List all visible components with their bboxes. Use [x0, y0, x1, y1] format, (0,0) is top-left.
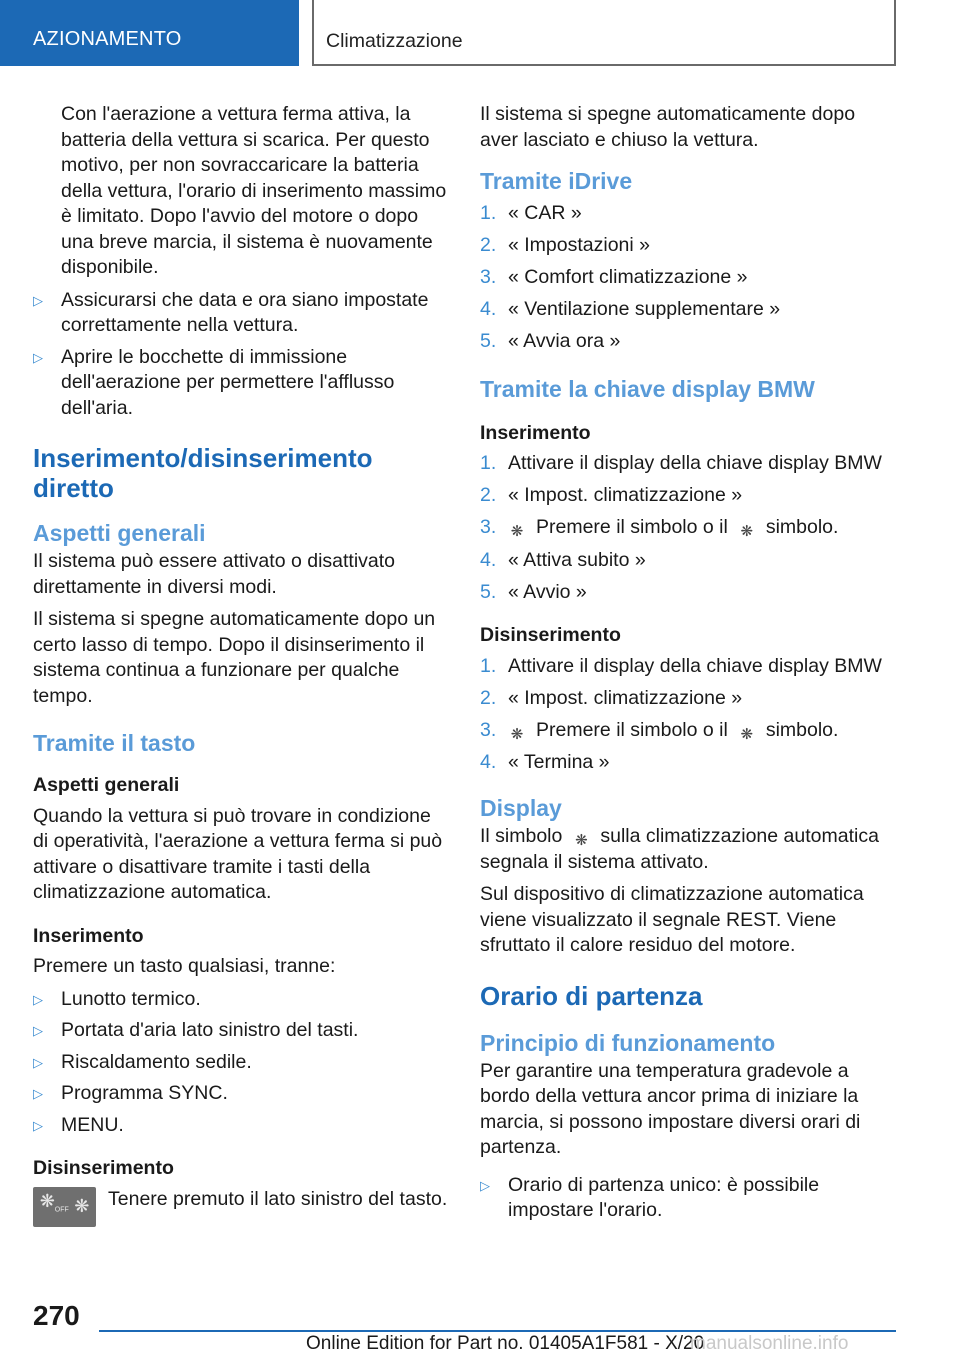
display-paragraph-1: Il simbolo ❋ sulla climatizzazione automatica segnala il sistema attivato. [480, 824, 879, 873]
list-item: 4. « Termina » [480, 751, 610, 773]
heading-direct: Inserimento/disinserimento diretto [33, 443, 373, 503]
general-paragraph-2: Il sistema si spegne automaticamente dopo un certo lasso di tempo. Dopo il disinserimento il sistema continua a funzionare per qualche tempo. [33, 608, 436, 707]
page-number: 270 [33, 1300, 80, 1331]
off-instruction [33, 1187, 448, 1227]
list-item: 5. « Avvia ora » [480, 330, 621, 352]
fan-off-icon: $❋_{OFF}$ [39, 1191, 69, 1215]
fan-icon: ❋ [510, 725, 524, 743]
list-item: ▷ Portata d'aria lato sinistro del tasti. [33, 1018, 448, 1044]
button-paragraph: Quando la vettura si può trovare in condizione di operatività, l'aerazione a vettura ferma si può attivare o disattivare tramite i tasti della climatizzazione automatica. [33, 804, 443, 903]
heading-off: Disinserimento [480, 624, 621, 646]
fan-icon: ❋ [575, 831, 588, 849]
list-item: 1. Attivare il display della chiave display BMW [480, 654, 882, 677]
list-item: 3. « Comfort climatizzazione » [480, 266, 748, 288]
heading-off: Disinserimento [33, 1157, 174, 1179]
list-item: 3. ❋ Premere il simbolo o il ❋ simbolo. [480, 718, 839, 743]
list-item: ▷ Riscaldamento sedile. [33, 1050, 448, 1076]
chapter-title: Climatizzazione [326, 30, 463, 52]
list-item: 2. « Impost. climatizzazione » [480, 484, 743, 506]
list-item: ▷ Assicurarsi che data e ora siano impostate correttamente nella vettura. [33, 288, 448, 339]
footer-edition: Online Edition for Part no. 01405A1F581 - X/20 [306, 1333, 705, 1354]
list-item: 3. ❋ Premere il simbolo o il ❋ simbolo. [480, 516, 839, 540]
list-item: 1. Attivare il display della chiave display BMW [480, 452, 882, 474]
footer-watermark: manualsonline.info [690, 1333, 849, 1354]
heading-general: Aspetti generali [33, 520, 206, 546]
fan-button-image [33, 1187, 96, 1227]
heading-on: Inserimento [480, 421, 591, 444]
list-item: ▷ Aprire le bocchette di immissione dell'aerazione per permettere l'afflusso dell'aria. [33, 345, 448, 422]
page-header [0, 0, 960, 68]
heading-general-2: Aspetti generali [33, 774, 180, 796]
left-column [33, 102, 448, 1227]
display-paragraph-2: Sul dispositivo di climatizzazione automatica viene visualizzato il segnale REST. Viene sfruttato il calore residuo del motore. [480, 883, 864, 956]
heading-departure: Orario di partenza [480, 980, 703, 1011]
list-item: 2. « Impostazioni » [480, 234, 650, 256]
heading-display: Display [480, 794, 562, 821]
footer-divider [99, 1330, 896, 1332]
heading-key: Tramite la chiave display BMW [480, 375, 815, 402]
section-tab [0, 0, 299, 66]
list-item: 4. « Attiva subito » [480, 548, 646, 571]
heading-button: Tramite il tasto [33, 730, 196, 756]
on-paragraph: Premere un tasto qualsiasi, tranne: [33, 955, 336, 977]
fan-icon: ❋ [510, 523, 524, 540]
principle-paragraph: Per garantire una temperatura gradevole a bordo della vettura ancor prima di iniziare la marcia, si possono impostare diversi orari di partenza. [480, 1059, 861, 1158]
auto-off-paragraph: Il sistema si spegne automaticamente dopo aver lasciato e chiuso la vettura. [480, 103, 856, 151]
heading-principle: Principio di funzionamento [480, 1029, 776, 1056]
list-item: 1. « CAR » [480, 202, 582, 224]
list-item: ▷ MENU. [33, 1113, 448, 1139]
list-item: 5. « Avvio » [480, 580, 587, 603]
list-item: ▷ Lunotto termico. [33, 987, 448, 1013]
intro-paragraph: Con l'aerazione a vettura ferma attiva, la batteria della vettura si scarica. Per questo motivo, per non sovraccaricare la batteria della vettura, l'orario di inserimento massimo è limitato. Dopo l'avvio del motore o dopo una breve marcia, il sistema è nuovamente disponibile. [61, 103, 447, 278]
chapter-tab [312, 0, 896, 66]
right-column [480, 102, 898, 1230]
fan-icon: ❋ [74, 1195, 90, 1216]
general-paragraph-1: Il sistema può essere attivato o disattivato direttamente in diversi modi. [33, 550, 396, 598]
heading-idrive: Tramite iDrive [480, 168, 633, 194]
off-paragraph: Tenere premuto il lato sinistro del tasto. [108, 1187, 448, 1210]
fan-off-icon: ❋ [740, 725, 754, 743]
section-title: AZIONAMENTO [33, 28, 182, 50]
list-item: 2. « Impost. climatizzazione » [480, 686, 743, 709]
heading-on: Inserimento [33, 924, 144, 947]
list-item: ▷ Orario di partenza unico: è possibile impostare l'orario. [480, 1173, 898, 1224]
list-item: ▷ Programma SYNC. [33, 1081, 448, 1107]
list-item: 4. « Ventilazione supplementare » [480, 298, 781, 320]
fan-off-icon: ❋ [740, 523, 754, 540]
